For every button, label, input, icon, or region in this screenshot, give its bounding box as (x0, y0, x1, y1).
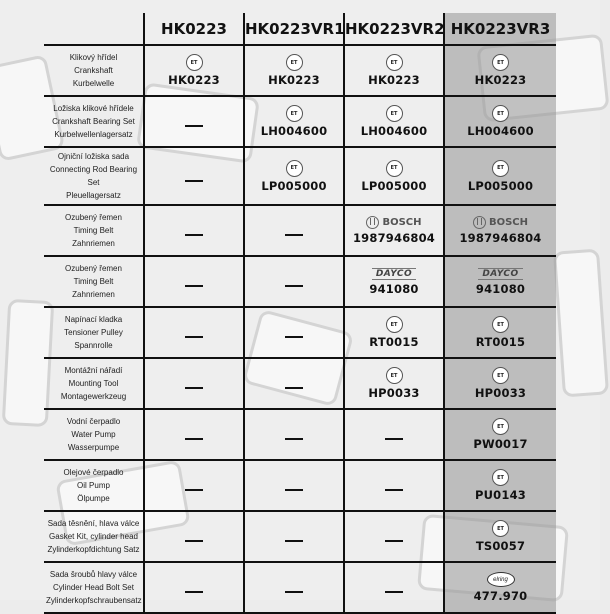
part-cell (244, 307, 344, 358)
not-applicable-dash (185, 540, 203, 542)
table-row (44, 205, 556, 256)
part-cell (244, 147, 344, 205)
part-entry (445, 520, 556, 553)
part-description (44, 460, 144, 511)
table-row (44, 45, 556, 96)
table-row (44, 96, 556, 147)
part-number: PW0017 (473, 437, 528, 451)
description-line: Sada těsnění, hlava válce (47, 519, 140, 528)
description-line: Ozubený řemen (65, 213, 122, 222)
description-line: Crankshaft Bearing Set (52, 117, 135, 126)
not-applicable-dash (285, 336, 303, 338)
description-line: Ložiska klikové hřídele (53, 104, 134, 113)
et-engineteam-logo-icon: ET (492, 418, 509, 435)
part-entry (445, 54, 556, 87)
et-engineteam-logo-icon: ET (386, 160, 403, 177)
description-line: Oil Pump (77, 481, 110, 490)
description-line: Cylinder Head Bolt Set (53, 583, 134, 592)
et-engineteam-logo-icon: ET (492, 105, 509, 122)
et-engineteam-logo-icon: ET (286, 105, 303, 122)
description-line: Sada šroubů hlavy válce (49, 570, 138, 579)
not-applicable-dash (185, 438, 203, 440)
bosch-armature-icon (473, 216, 486, 229)
et-engineteam-logo-icon: ET (492, 367, 509, 384)
et-engineteam-logo-icon: ET (492, 160, 509, 177)
part-entry (345, 216, 443, 245)
part-number: HK0223 (474, 73, 527, 87)
description-line: Napínací kladka (64, 315, 123, 324)
et-engineteam-logo-icon: ET (492, 520, 509, 537)
brand-name: BOSCH (488, 217, 529, 228)
part-cell (244, 205, 344, 256)
description-line: Vodní čerpadlo (66, 417, 121, 426)
not-applicable-dash (385, 591, 403, 593)
part-entry (445, 469, 556, 502)
part-entry (445, 316, 556, 349)
part-number: HK0223 (168, 73, 220, 87)
brand-name: BOSCH (382, 217, 422, 228)
not-applicable-dash (185, 234, 203, 236)
part-cell (444, 562, 556, 613)
description-line: Olejové čerpadlo (63, 468, 124, 477)
part-number: LP005000 (467, 178, 534, 193)
description-line: Mounting Tool (68, 379, 119, 388)
part-cell (444, 45, 556, 96)
column-header: HK0223VR1 (244, 13, 344, 45)
part-number: HP0033 (368, 386, 420, 400)
part-entry (445, 367, 556, 400)
part-cell (144, 96, 244, 147)
not-applicable-dash (185, 180, 203, 182)
part-cell (344, 562, 444, 613)
not-applicable-dash (185, 285, 203, 287)
part-description (44, 358, 144, 409)
not-applicable-dash (185, 336, 203, 338)
not-applicable-dash (185, 489, 203, 491)
description-line: Crankshaft (74, 66, 113, 75)
table-row (44, 358, 556, 409)
part-number: HP0033 (474, 386, 527, 400)
part-entry (245, 105, 343, 138)
description-line: Timing Belt (73, 226, 114, 235)
part-entry (445, 572, 556, 603)
part-cell (344, 307, 444, 358)
not-applicable-dash (385, 489, 403, 491)
description-line: Spannrolle (74, 341, 113, 350)
part-cell (444, 409, 556, 460)
part-cell (244, 256, 344, 307)
part-number: LH004600 (467, 124, 534, 138)
part-cell (344, 205, 444, 256)
part-cell (444, 511, 556, 562)
part-number: TS0057 (475, 539, 526, 553)
part-cell (244, 562, 344, 613)
table-row (44, 307, 556, 358)
part-cell (344, 45, 444, 96)
part-cell (444, 460, 556, 511)
et-engineteam-logo-icon: ET (286, 54, 303, 71)
description-line: Ozubený řemen (65, 264, 122, 273)
part-entry (445, 216, 556, 245)
part-number: 941080 (369, 281, 419, 296)
part-cell (444, 256, 556, 307)
part-number: 477.970 (473, 589, 528, 603)
part-number: LH004600 (360, 124, 428, 138)
part-entry (345, 268, 443, 296)
description-line: Wasserpumpe (67, 443, 120, 452)
part-description (44, 562, 144, 613)
table-row (44, 562, 556, 613)
part-number: LP005000 (361, 178, 427, 193)
not-applicable-dash (385, 540, 403, 542)
part-number: HK0223 (368, 73, 420, 87)
not-applicable-dash (185, 591, 203, 593)
part-cell (144, 409, 244, 460)
part-cell (444, 96, 556, 147)
part-description (44, 205, 144, 256)
part-cell (344, 256, 444, 307)
part-description (44, 256, 144, 307)
part-entry (445, 418, 556, 451)
description-line: Zahnriemen (72, 290, 115, 299)
not-applicable-dash (185, 125, 203, 127)
et-engineteam-logo-icon: ET (492, 54, 509, 71)
part-cell (144, 511, 244, 562)
description-line: Klikový hřídel (69, 53, 118, 62)
part-entry (345, 54, 443, 87)
part-number: 941080 (475, 281, 526, 296)
bosch-logo-icon (366, 216, 421, 229)
description-line: Zahnriemen (72, 239, 115, 248)
part-cell (344, 147, 444, 205)
table-row (44, 409, 556, 460)
part-description (44, 511, 144, 562)
description-line: Connecting Rod Bearing Set (49, 165, 138, 187)
part-cell (444, 358, 556, 409)
description-line: Montážní nářadí (64, 366, 123, 375)
et-engineteam-logo-icon: ET (492, 469, 509, 486)
description-line: Zylinderkopfdichtung Satz (47, 545, 140, 554)
part-entry (345, 105, 443, 138)
description-line: Water Pump (71, 430, 116, 439)
part-number: RT0015 (369, 335, 419, 349)
not-applicable-dash (285, 285, 303, 287)
elring-logo-icon: elring (487, 572, 515, 587)
part-number: RT0015 (475, 335, 526, 349)
et-engineteam-logo-icon: ET (186, 54, 203, 71)
part-number: 1987946804 (352, 231, 436, 245)
part-description (44, 147, 144, 205)
column-header: HK0223 (144, 13, 244, 45)
not-applicable-dash (285, 387, 303, 389)
description-line: Zylinderkopfschraubensatz (46, 596, 142, 605)
not-applicable-dash (285, 591, 303, 593)
part-cell (144, 562, 244, 613)
et-engineteam-logo-icon: ET (386, 105, 403, 122)
description-line: Kurbelwellenlagersatz (54, 130, 133, 139)
part-description (44, 409, 144, 460)
bg-sticker (553, 249, 609, 398)
description-line: Ölpumpe (77, 494, 110, 503)
part-entry (345, 367, 443, 400)
part-cell (444, 307, 556, 358)
description-line: Tensioner Pulley (64, 328, 123, 337)
part-cell (244, 96, 344, 147)
description-line: Timing Belt (73, 277, 114, 286)
description-line: Pleuellagersatz (66, 191, 121, 200)
part-cell (344, 511, 444, 562)
table-row (44, 511, 556, 562)
column-header: HK0223VR2 (344, 13, 444, 45)
part-cell (344, 460, 444, 511)
part-description (44, 307, 144, 358)
part-cell (344, 358, 444, 409)
not-applicable-dash (185, 387, 203, 389)
part-entry (445, 160, 556, 193)
part-entry (245, 54, 343, 87)
et-engineteam-logo-icon: ET (492, 316, 509, 333)
column-header: HK0223VR3 (444, 13, 556, 45)
part-entry (345, 160, 443, 193)
part-cell (444, 147, 556, 205)
part-description (44, 45, 144, 96)
part-entry (145, 54, 243, 87)
not-applicable-dash (285, 489, 303, 491)
part-number: LH004600 (260, 124, 328, 138)
et-engineteam-logo-icon: ET (286, 160, 303, 177)
part-number: HK0223 (268, 73, 320, 87)
description-line: Ojniční ložiska sada (57, 152, 130, 161)
part-entry (445, 105, 556, 138)
part-cell (244, 358, 344, 409)
not-applicable-dash (385, 438, 403, 440)
part-cell (144, 307, 244, 358)
part-cell (244, 511, 344, 562)
bosch-logo-icon (473, 216, 528, 229)
header-corner (44, 13, 144, 45)
part-number: PU0143 (475, 488, 526, 502)
part-cell (144, 45, 244, 96)
part-cell (144, 205, 244, 256)
part-entry (445, 268, 556, 296)
description-line: Montagewerkzeug (60, 392, 127, 401)
part-number: 1987946804 (459, 231, 542, 245)
part-cell (244, 45, 344, 96)
header-row (44, 13, 556, 45)
dayco-logo-icon: DAYCO (478, 268, 522, 280)
not-applicable-dash (285, 234, 303, 236)
part-cell (144, 147, 244, 205)
not-applicable-dash (285, 438, 303, 440)
part-cell (344, 96, 444, 147)
part-cell (244, 460, 344, 511)
part-cell (144, 256, 244, 307)
description-line: Kurbelwelle (72, 79, 115, 88)
part-number: LP005000 (261, 178, 327, 193)
part-cell (244, 409, 344, 460)
part-cell (144, 358, 244, 409)
description-line: Gasket Kit, cylinder head (49, 532, 138, 541)
dayco-logo-icon: DAYCO (372, 268, 416, 280)
table-row (44, 256, 556, 307)
part-description (44, 96, 144, 147)
table-row (44, 460, 556, 511)
part-cell (344, 409, 444, 460)
et-engineteam-logo-icon: ET (386, 367, 403, 384)
et-engineteam-logo-icon: ET (386, 54, 403, 71)
table-row (44, 147, 556, 205)
bosch-armature-icon (366, 216, 379, 229)
compatibility-table (44, 13, 556, 614)
part-entry (345, 316, 443, 349)
part-cell (444, 205, 556, 256)
part-entry (245, 160, 343, 193)
part-cell (144, 460, 244, 511)
et-engineteam-logo-icon: ET (386, 316, 403, 333)
not-applicable-dash (285, 540, 303, 542)
